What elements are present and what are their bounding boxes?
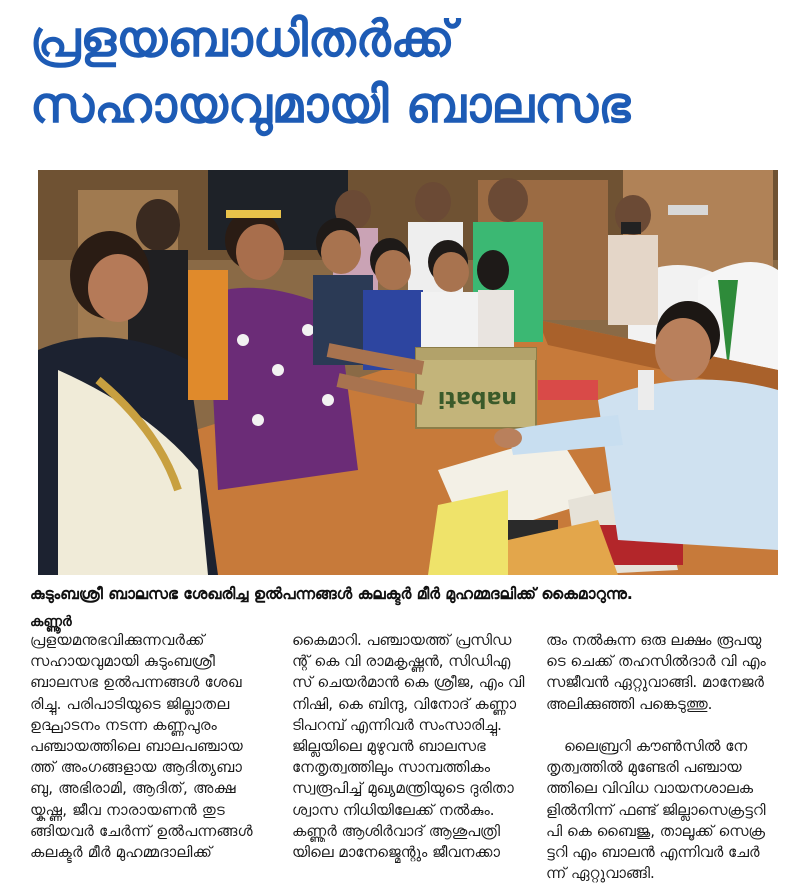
article-line: ത്ത് അംഗങ്ങളായ ആദിത്യബാ <box>30 758 242 777</box>
article-line: ളിൽനിന്ന് ഫണ്ട് ജില്ലാസെക്രട്ടറി <box>546 800 766 819</box>
article-column-2 <box>292 630 542 863</box>
article-line: ടെ ചെക്ക് തഹസിൽദാർ വി എം <box>546 652 766 671</box>
article-line: രും നൽകുന്ന ഒരു ലക്ഷം രൂപയു <box>546 631 762 649</box>
news-photo <box>38 170 778 575</box>
article-line: ബു, അഭിരാമി, ആദിത്, അക്ഷ <box>30 779 236 798</box>
article-line: ഉദ്ഘാടനം നടന്ന കണ്ണപുരം <box>30 715 218 734</box>
article-line: നിഷി, കെ ബിന്ദു, വിനോദ് കണ്ണാ <box>292 694 517 713</box>
article-column-1 <box>30 630 280 863</box>
article-line: ത്തിലെ വിവിധ വായനശാലക <box>546 779 754 798</box>
article-line: രിച്ചു. പരിപാടിയുടെ ജില്ലാതല <box>30 694 230 713</box>
article-line: തൃത്വത്തിൽ മുണ്ടേരി പഞ്ചായ <box>546 758 742 777</box>
article-line: ശ്വാസ നിധിയിലേക്ക് നൽകും. <box>292 800 495 819</box>
article-line: സജീവൻ ഏറ്റുവാങ്ങി. മാനേജർ <box>546 673 764 692</box>
article-line: കണ്ണൂർ ആശിർവാദ് ആശുപത്രി <box>292 821 500 840</box>
article-line: ലൈബ്രറി കൗൺസിൽ നേ <box>564 737 748 756</box>
article-line: പി കെ ബൈജു, താലൂക്ക് സെക്ര <box>546 821 766 840</box>
article-line: ങ്ങിയവർ ചേർന്ന് ഉൽപന്നങ്ങൾ <box>30 821 253 840</box>
article-line: ബാലസഭ ഉൽപന്നങ്ങൾ ശേഖ <box>30 673 242 692</box>
article-line: അലിക്കുഞ്ഞി പങ്കെടുത്തു. <box>546 694 713 713</box>
article-line: യിലെ മാനേജ്മെന്റും ജീവനക്കാ <box>292 843 500 862</box>
headline-line-1: പ്രളയബാധിതർക്ക് <box>30 10 455 68</box>
headline <box>30 6 770 138</box>
article-line: കൈമാറി. പഞ്ചായത്ത് പ്രസിഡ <box>292 631 512 649</box>
article-line: സഹായവുമായി കുടുംബശ്രീ <box>30 652 216 671</box>
article-line: ജില്ലയിലെ മുഴുവൻ ബാലസഭ <box>292 737 486 756</box>
box-label: nabati <box>437 386 517 411</box>
article-line: നേതൃത്വത്തിലും സാമ്പത്തികം <box>292 758 490 777</box>
paragraph-gap <box>546 715 778 736</box>
article-line: യ്കൃഷ്ണ, ജീവ നാരായണൻ തുട <box>30 800 225 819</box>
article-line: ന്റ് കെ വി രാമകൃഷ്ണൻ, സിഡിഎ <box>292 652 511 671</box>
photo-caption: കുടുംബശ്രീ ബാലസഭ ശേഖരിച്ച ഉൽപന്നങ്ങൾ കലക്ടർ മീർ മുഹമ്മദലിക്ക് കൈമാറുന്നു. <box>30 585 633 603</box>
article-line: കലക്ടർ മീർ മുഹമ്മദാലിക്ക് <box>30 843 213 862</box>
article-line: പഞ്ചായത്തിലെ ബാലപഞ്ചായ <box>30 737 243 756</box>
headline-line-2: സഹായവുമായി ബാലസഭ <box>30 76 631 134</box>
article-column-3 <box>546 630 778 884</box>
article-line: സ് ചെയർമാൻ കെ ശ്രീജ, എം വി <box>292 673 525 692</box>
article-line: സ്വരൂപിച്ച് മുഖ്യമന്ത്രിയുടെ ദുരിതാ <box>292 779 514 798</box>
article-line: ന്ന് ഏറ്റുവാങ്ങി. <box>546 864 655 883</box>
dateline: കണ്ണൂർ <box>30 614 72 630</box>
article-line: ടിപറമ്പ് എന്നിവർ സംസാരിച്ചു. <box>292 715 502 734</box>
article-line: ട്ടറി എം ബാലൻ എന്നിവർ ചേർ <box>546 843 760 862</box>
article-line: പ്രളയമനുഭവിക്കുന്നവർക്ക് <box>30 631 205 649</box>
